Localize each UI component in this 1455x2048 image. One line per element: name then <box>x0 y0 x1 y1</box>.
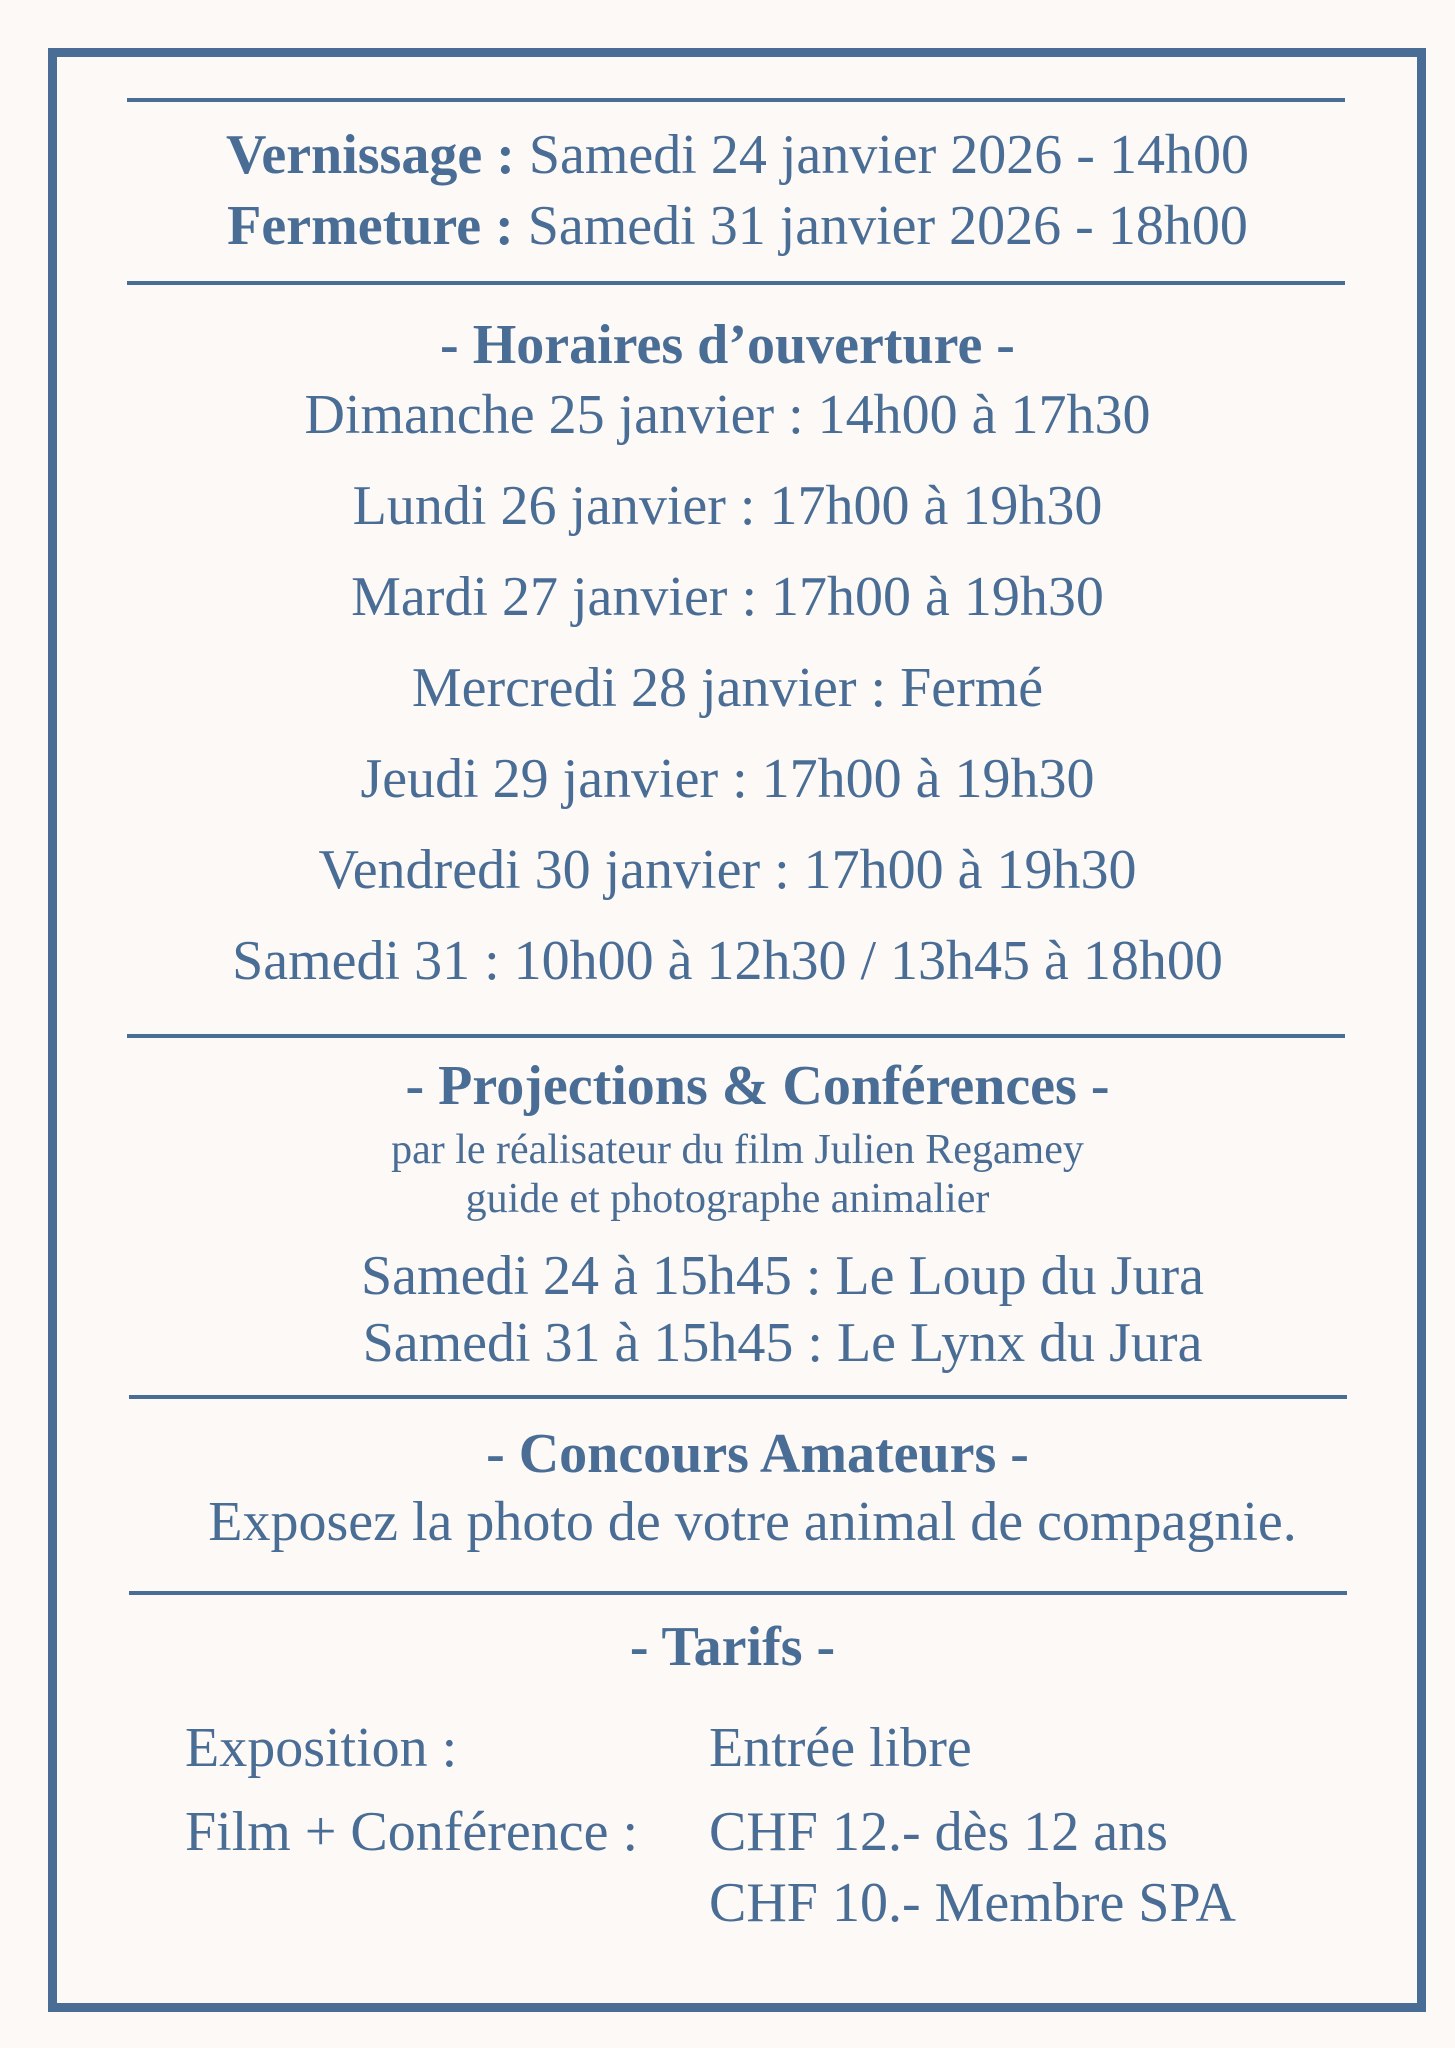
horaires-title: - Horaires d’ouverture - <box>440 314 1015 376</box>
vernissage-value: Samedi 24 janvier 2026 - 14h00 <box>528 124 1249 186</box>
projections-title: - Projections & Conférences - <box>405 1055 1110 1117</box>
horaires-day-jeudi: Jeudi 29 janvier : 17h00 à 19h30 <box>360 748 1095 810</box>
projections-subtitle-director: par le réalisateur du film Julien Regamey <box>391 1127 1084 1173</box>
tarifs-title: - Tarifs - <box>629 1616 836 1678</box>
projections-subtitle-guide: guide et photographe animalier <box>465 1176 990 1222</box>
tarif-film-value-standard: CHF 12.- dès 12 ans <box>709 1801 1168 1863</box>
divider-after-horaires <box>127 1034 1345 1038</box>
vernissage-label: Vernissage : <box>226 124 515 186</box>
horaires-day-lundi: Lundi 26 janvier : 17h00 à 19h30 <box>352 475 1103 537</box>
vernissage-line <box>0 123 1455 187</box>
horaires-day-vendredi: Vendredi 30 janvier : 17h00 à 19h30 <box>318 839 1137 901</box>
fermeture-label: Fermeture : <box>227 195 514 257</box>
horaires-day-dimanche: Dimanche 25 janvier : 14h00 à 17h30 <box>304 384 1151 446</box>
tarif-exposition-label: Exposition : <box>185 1717 458 1779</box>
divider-after-concours <box>129 1591 1347 1595</box>
projections-session-loup: Samedi 24 à 15h45 : Le Loup du Jura <box>361 1245 1204 1307</box>
horaires-day-mardi: Mardi 27 janvier : 17h00 à 19h30 <box>351 566 1104 628</box>
horaires-day-samedi: Samedi 31 : 10h00 à 12h30 / 13h45 à 18h00 <box>232 930 1223 992</box>
divider-top <box>127 98 1345 102</box>
tarif-exposition-value: Entrée libre <box>709 1717 972 1779</box>
fermeture-value: Samedi 31 janvier 2026 - 18h00 <box>527 195 1248 257</box>
tarif-film-label: Film + Conférence : <box>185 1801 639 1863</box>
concours-title: - Concours Amateurs - <box>486 1423 1029 1485</box>
projections-session-lynx: Samedi 31 à 15h45 : Le Lynx du Jura <box>362 1312 1203 1374</box>
tarif-film-value-member: CHF 10.- Membre SPA <box>709 1872 1236 1934</box>
concours-text: Exposez la photo de votre animal de compagnie. <box>208 1491 1297 1553</box>
fermeture-line <box>0 194 1455 258</box>
divider-after-projections <box>129 1395 1347 1399</box>
horaires-day-mercredi: Mercredi 28 janvier : Fermé <box>411 657 1044 719</box>
divider-after-dates <box>127 281 1345 285</box>
